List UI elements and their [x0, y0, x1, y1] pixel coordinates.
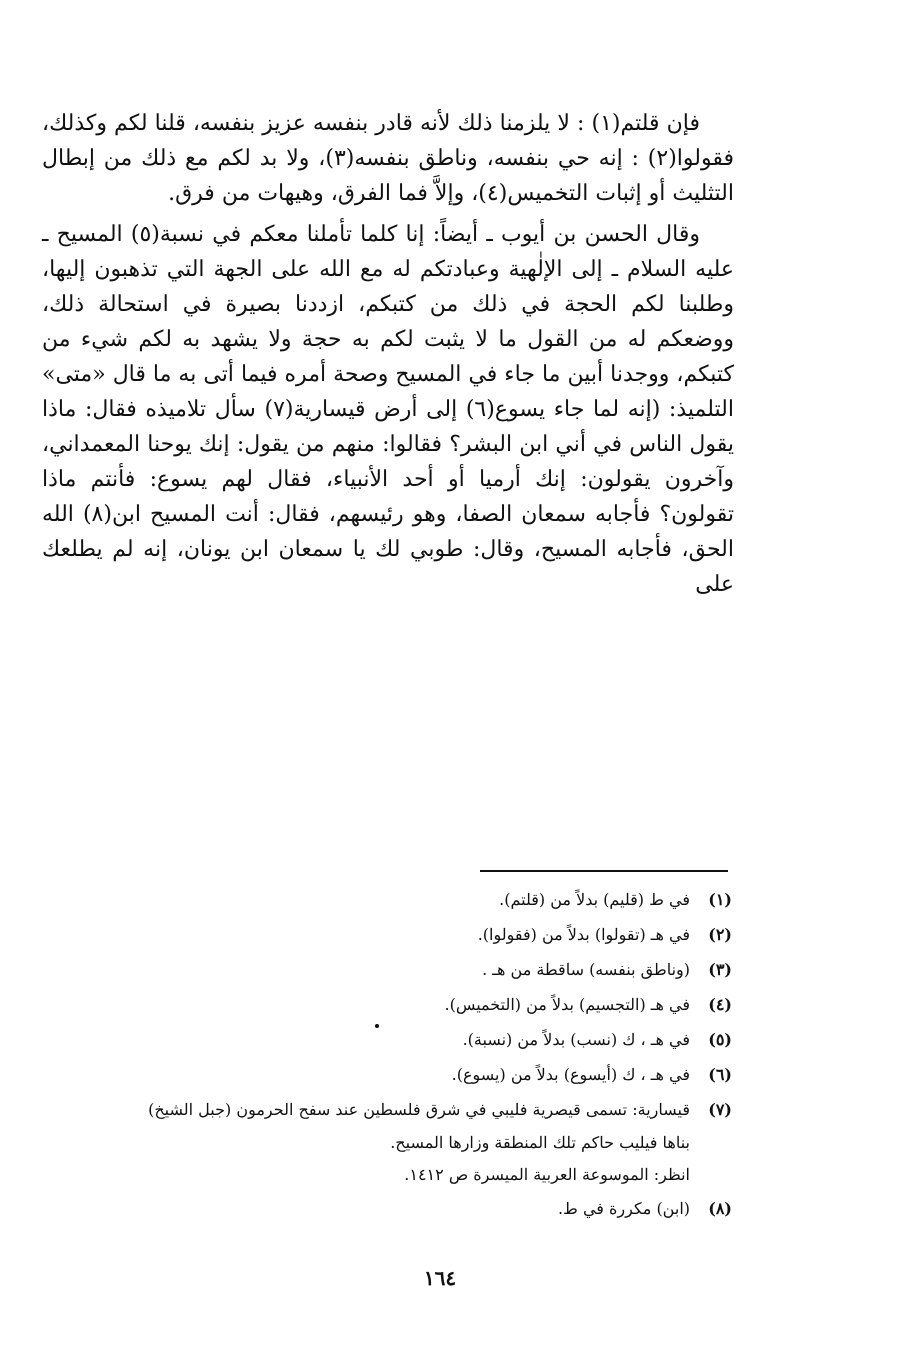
footnote-text: في هـ ، ك (نسب) بدلاً من (نسبة). — [462, 1030, 690, 1049]
footnote-4 — [32, 987, 732, 1022]
footnote-number: (٦) — [708, 1065, 732, 1084]
footnote-number: (٤) — [708, 995, 732, 1014]
footnote-text: في هـ ، ك (أيسوع) بدلاً من (يسوع). — [451, 1065, 690, 1084]
footnote-number: (٨) — [708, 1199, 732, 1218]
footnote-text: قيسارية: تسمى قيصرية فليبي في شرق فلسطين عند سفح الحرمون (جبل الشيخ) — [148, 1100, 690, 1119]
footnote-7-line-3: انظر: الموسوعة العربية الميسرة ص ١٤١٢. — [404, 1165, 690, 1184]
footnote-divider — [480, 870, 728, 872]
footnote-6 — [32, 1057, 732, 1092]
footnote-5 — [32, 1022, 732, 1057]
footnote-number: (١) — [708, 890, 732, 909]
main-text — [42, 106, 734, 606]
footnotes — [32, 882, 732, 1226]
ink-speck — [375, 1024, 379, 1028]
footnote-8 — [32, 1191, 732, 1226]
paragraph-2: وقال الحسن بن أيوب ـ أيضاً: إنا كلما تأملنا معكم في نسبة(٥) المسيح ـ عليه السلام ـ إلى الإلٰهية وعبادتكم له مع الله على الجهة التي تذهبون إليها، وطلبنا لكم الحجة في ذلك من كتبكم، ازددنا بصيرة في استحالة ذلك، ووضعكم له من القول ما لا يثبت لكم به حجة ولا يشهد به لكم شيء من كتبكم، ووجدنا أبين ما جاء في المسيح وصحة أمره فيما أتى به ما قال «متى» التلميذ: (إنه لما جاء يسوع(٦) إلى أرض قيسارية(٧) سأل تلاميذه فقال: ماذا يقول الناس في أني ابن البشر؟ فقالوا: منهم من يقول: إنك يوحنا المعمداني، وآخرون يقولون: إنك أرميا أو أحد الأنبياء، فقال لهم يسوع: فأنتم ماذا تقولون؟ فأجابه سمعان الصفا، وهو رئيسهم، فقال: أنت المسيح ابن(٨) الله الحق، فأجابه المسيح، وقال: طوبي لك يا سمعان ابن يونان، إنه لم يطلعك على — [42, 222, 734, 597]
footnote-1 — [32, 882, 732, 917]
footnote-text: (وناطق بنفسه) ساقطة من هـ . — [482, 960, 690, 979]
footnote-number: (٢) — [708, 925, 732, 944]
footnote-7-line-2: بناها فيليب حاكم تلك المنطقة وزارها المسيح. — [390, 1133, 690, 1152]
footnote-3 — [32, 952, 732, 987]
footnote-7 — [32, 1092, 732, 1127]
page-number: ١٦٤ — [423, 1266, 457, 1290]
footnote-number: (٣) — [708, 960, 732, 979]
footnote-text: (ابن) مكررة في ط. — [557, 1199, 690, 1218]
paragraph-1: فإن قلتم(١) : لا يلزمنا ذلك لأنه قادر بنفسه عزيز بنفسه، قلنا لكم وكذلك، فقولوا(٢) : إنه حي بنفسه، وناطق بنفسه(٣)، ولا بد لكم مع ذلك من إبطال التثليث أو إثبات التخميس(٤)، وإلاَّ فما الفرق، وهيهات من فرق. — [42, 111, 734, 206]
footnote-text: في ط (قليم) بدلاً من (قلتم). — [499, 890, 690, 909]
footnote-text: في هـ (التجسيم) بدلاً من (التخميس). — [444, 995, 690, 1014]
footnote-number: (٧) — [708, 1100, 732, 1119]
footnote-2 — [32, 917, 732, 952]
footnote-number: (٥) — [708, 1030, 732, 1049]
footnote-text: في هـ (تقولوا) بدلاً من (فقولوا). — [477, 925, 690, 944]
